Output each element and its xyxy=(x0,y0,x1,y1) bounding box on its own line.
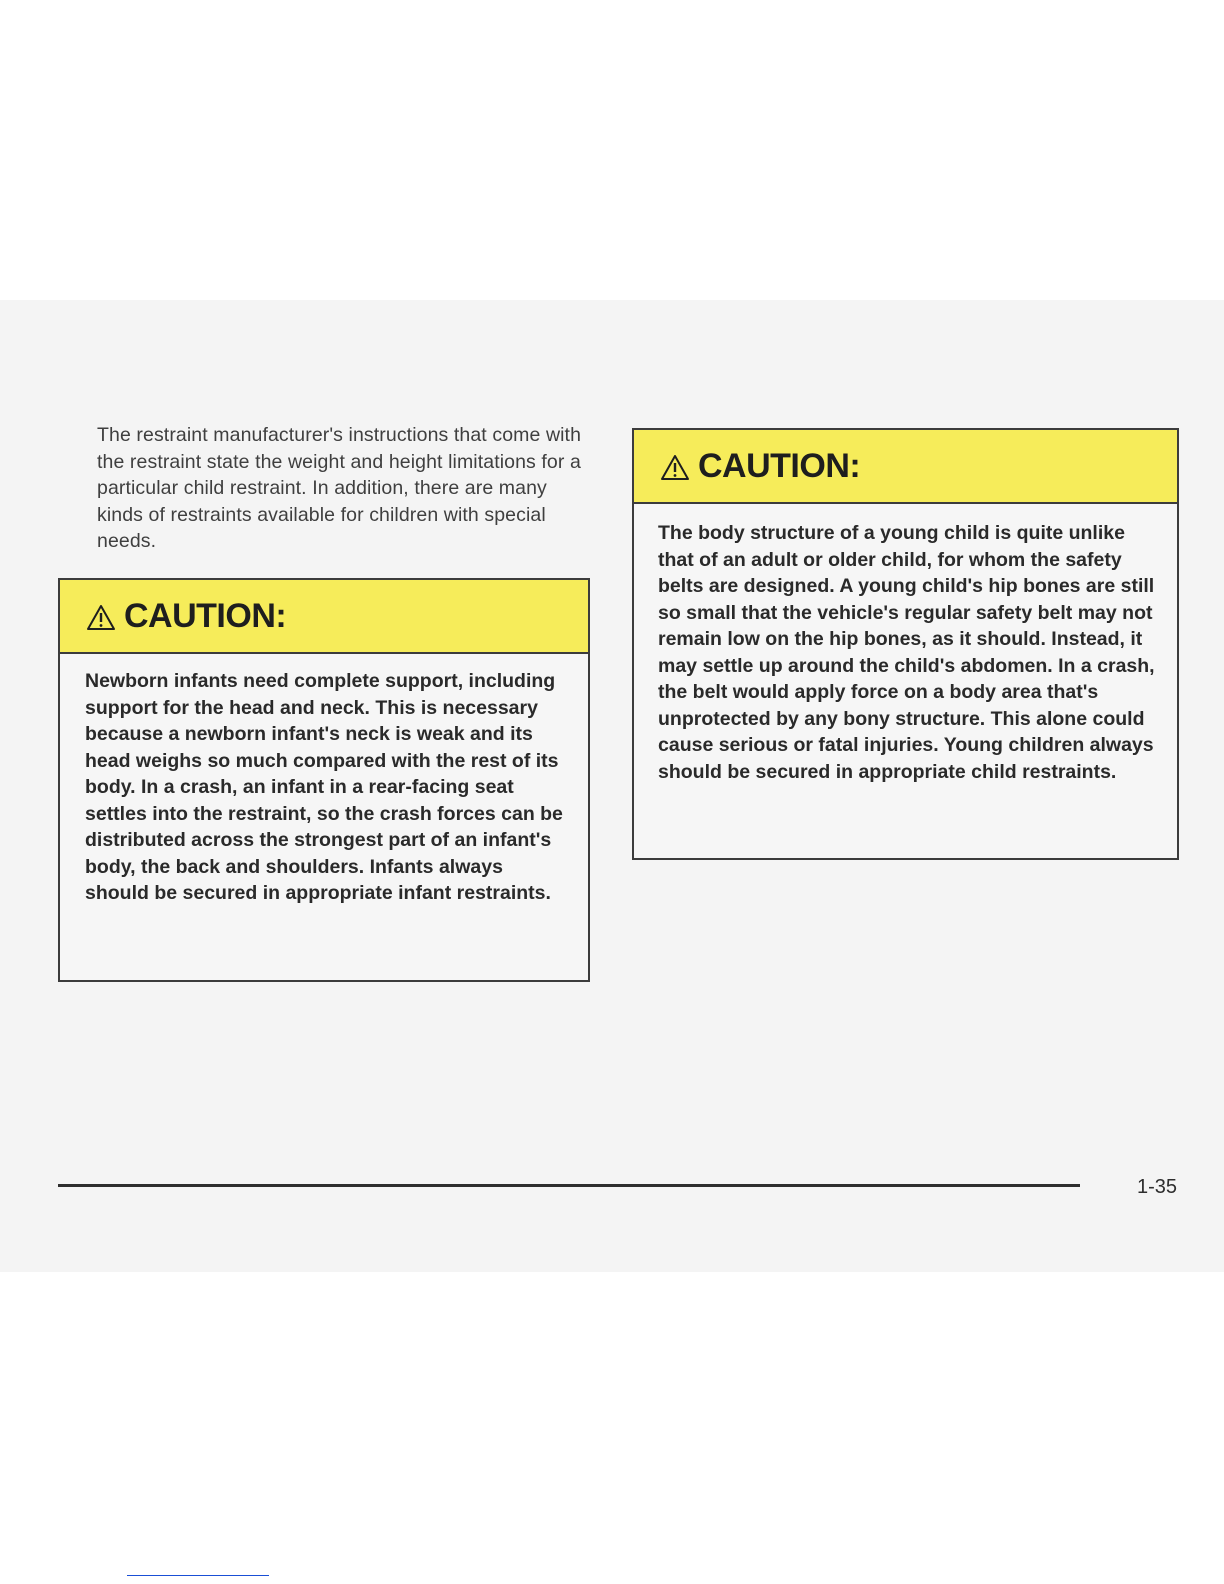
intro-paragraph: The restraint manufacturer's instructions that come with the restraint state the weight and height limitations for a particular child restraint. In addition, there are many kinds of restraints available for children with special needs. xyxy=(97,424,582,552)
bottom-link-underline[interactable] xyxy=(127,1575,269,1576)
warning-triangle-icon xyxy=(86,604,116,631)
caution-header xyxy=(634,430,1177,504)
warning-triangle-icon xyxy=(660,454,690,481)
page-number: 1-35 xyxy=(1136,1176,1177,1198)
caution-body-text: Newborn infants need complete support, including support for the head and neck. This is necessary because a newborn infant's neck is weak and its head weighs so much compared with the rest of its body. In a crash, an infant in a rear-facing seat settles into the restraint, so the crash forces can be distributed across the strongest part of an infant's body, the back and shoulders. Infants always should be secured in appropriate infant restraints. xyxy=(85,670,563,904)
footer-divider xyxy=(58,1184,1080,1187)
caution-body-text: The body structure of a young child is quite unlike that of an adult or older child, for whom the safety belts are designed. A young child's hip bones are still so small that the vehicle's regular safety belt may not remain low on the hip bones, as it should. Instead, it may settle up around the child's abdomen. In a crash, the belt would apply force on a body area that's unprotected by any bony structure. This alone could cause serious or fatal injuries. Young children always should be secured in appropriate child restraints. xyxy=(658,522,1155,783)
caution-title: CAUTION: xyxy=(124,596,287,635)
caution-header xyxy=(60,580,588,654)
caution-box-newborn-infants xyxy=(58,578,590,982)
caution-title: CAUTION: xyxy=(698,446,861,485)
caution-box-young-child-body xyxy=(632,428,1179,860)
